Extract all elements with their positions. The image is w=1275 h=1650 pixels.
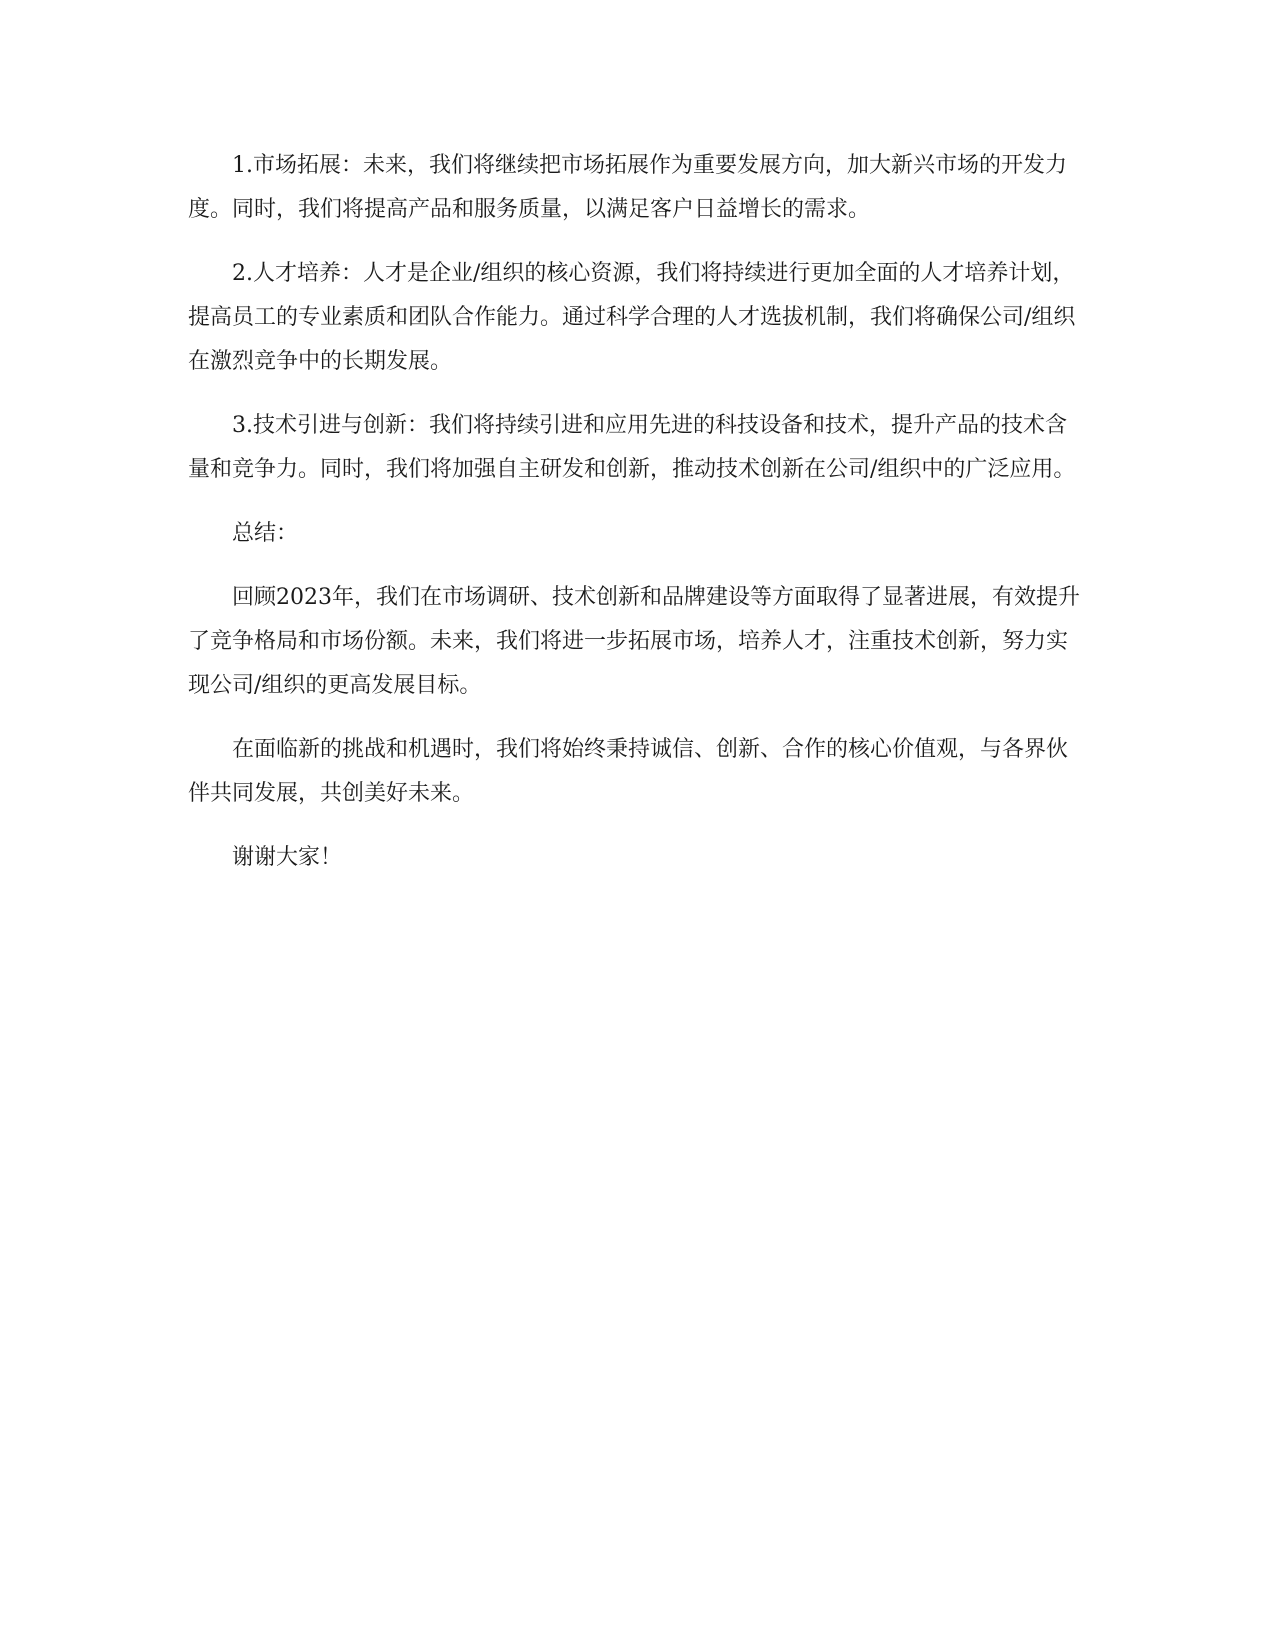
paragraph-market-expansion: 1.市场拓展：未来，我们将继续把市场拓展作为重要发展方向，加大新兴市场的开发力度。同时，我们将提高产品和服务质量，以满足客户日益增长的需求。	[188, 153, 1067, 222]
paragraph-summary-heading: 总结：	[232, 521, 299, 546]
document-body	[188, 144, 1088, 900]
paragraph-technology-innovation: 3.技术引进与创新：我们将持续引进和应用先进的科技设备和技术，提升产品的技术含量和竞争力。同时，我们将加强自主研发和创新，推动技术创新在公司/组织中的广泛应用。	[188, 413, 1076, 482]
paragraph-thanks: 谢谢大家！	[232, 845, 343, 870]
paragraph-core-values: 在面临新的挑战和机遇时，我们将始终秉持诚信、创新、合作的核心价值观，与各界伙伴共同发展，共创美好未来。	[188, 737, 1069, 806]
paragraph-talent-development: 2.人才培养：人才是企业/组织的核心资源，我们将持续进行更加全面的人才培养计划，提高员工的专业素质和团队合作能力。通过科学合理的人才选拔机制，我们将确保公司/组织在激烈竞争中的长期发展。	[188, 261, 1076, 374]
paragraph-review-2023: 回顾2023年，我们在市场调研、技术创新和品牌建设等方面取得了显著进展，有效提升了竞争格局和市场份额。未来，我们将进一步拓展市场，培养人才，注重技术创新，努力实现公司/组织的更高发展目标。	[188, 585, 1080, 698]
